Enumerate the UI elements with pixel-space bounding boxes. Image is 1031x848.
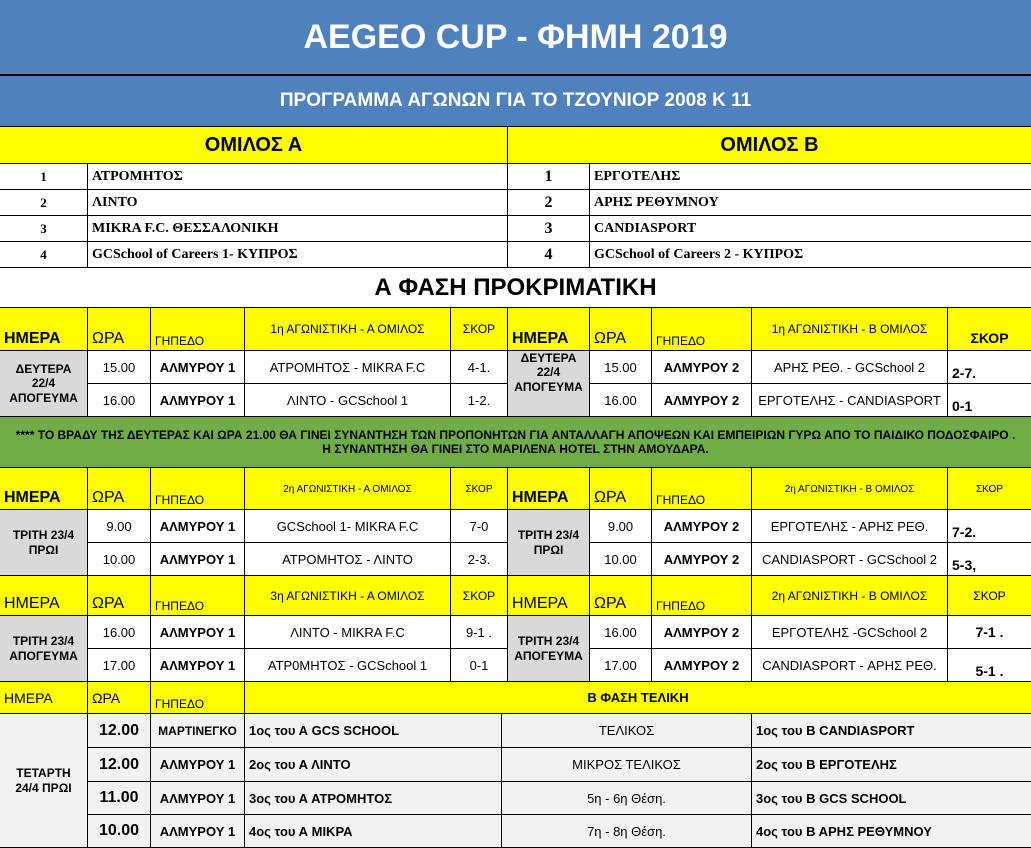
final-team-b: 2ος του Β ΕΡΓΟΤΕΛΗΣ: [752, 748, 1031, 782]
round-a-label: 1η ΑΓΩΝΙΣΤΙΚΗ - Α ΟΜΙΛΟΣ: [245, 308, 451, 351]
match-teams: ΑΤΡΟΜΗΤΟΣ - ΛΙΝΤΟ: [245, 543, 451, 576]
header-day: ΗΜΕΡΑ: [508, 468, 590, 510]
match-score: 2-7.: [948, 351, 1031, 384]
header-time: ΩΡΑ: [88, 576, 151, 616]
final-time: 12.00: [88, 714, 151, 748]
match-teams: ΛΙΝΤΟ - MIKRA F.C: [245, 616, 451, 649]
group-a-team-name: ΑΤΡΟΜΗΤΟΣ: [88, 164, 508, 190]
group-a-team-num: 4: [0, 242, 88, 268]
group-b-team-name: CANDIASPORT: [590, 216, 1031, 242]
final-field: ΜΑΡΤΙΝΕΓΚΟ: [151, 714, 245, 748]
page-subtitle: ΠΡΟΓΡΑΜΜΑ ΑΓΩΝΩΝ ΓΙΑ ΤΟ ΤΖΟΥΝΙΟΡ 2008 Κ 11: [0, 75, 1031, 127]
header-time: ΩΡΑ: [88, 308, 151, 351]
match-teams: ΑΡΗΣ ΡΕΘ. - GCSchool 2: [752, 351, 948, 384]
match-teams: ΑΤΡΟΜΗΤΟΣ - MIKRA F.C: [245, 351, 451, 384]
final-match-label: ΜΙΚΡΟΣ ΤΕΛΙΚΟΣ: [502, 748, 752, 782]
header-field: ΓΗΠΕΔΟ: [652, 308, 752, 351]
final-match-label: 7η - 8η Θέση.: [502, 815, 752, 848]
match-score: 7-0: [451, 510, 508, 543]
match-score: 5-3,: [948, 543, 1031, 576]
match-field: ΑΛΜΥΡΟΥ 2: [652, 649, 752, 682]
final-time: 12.00: [88, 748, 151, 782]
round-day: ΔΕΥΤΕΡΑ 22/4 ΑΠΟΓΕΥΜΑ: [508, 351, 590, 417]
header-time: ΩΡΑ: [88, 682, 151, 714]
group-a-team-num: 3: [0, 216, 88, 242]
match-field: ΑΛΜΥΡΟΥ 1: [151, 384, 245, 417]
match-time: 17.00: [88, 649, 151, 682]
header-day: ΗΜΕΡΑ: [0, 468, 88, 510]
group-a-team-name: MIKRA F.C. ΘΕΣΣΑΛΟΝΙΚΗ: [88, 216, 508, 242]
group-b-team-name: GCSchool of Careers 2 - ΚΥΠΡΟΣ: [590, 242, 1031, 268]
round-day: ΤΡΙΤΗ 23/4 ΠΡΩΙ: [0, 510, 88, 576]
match-score: 2-3.: [451, 543, 508, 576]
match-time: 17.00: [590, 649, 652, 682]
final-phase-title: Β ΦΑΣΗ ΤΕΛΙΚΗ: [245, 682, 1031, 714]
match-score: 0-1: [948, 384, 1031, 417]
header-time: ΩΡΑ: [88, 468, 151, 510]
round-b-label: 1η ΑΓΩΝΙΣΤΙΚΗ - Β ΟΜΙΛΟΣ: [752, 308, 948, 351]
header-score: ΣΚΟΡ: [451, 576, 508, 616]
match-field: ΑΛΜΥΡΟΥ 1: [151, 616, 245, 649]
header-field: ΓΗΠΕΔΟ: [151, 682, 245, 714]
match-field: ΑΛΜΥΡΟΥ 2: [652, 543, 752, 576]
header-field: ΓΗΠΕΔΟ: [652, 468, 752, 510]
phase-a-title: Α ΦΑΣΗ ΠΡΟΚΡΙΜΑΤΙΚΗ: [0, 268, 1031, 308]
final-field: ΑΛΜΥΡΟΥ 1: [151, 815, 245, 848]
group-b-team-num: 3: [508, 216, 590, 242]
match-field: ΑΛΜΥΡΟΥ 2: [652, 384, 752, 417]
match-field: ΑΛΜΥΡΟΥ 1: [151, 649, 245, 682]
header-time: ΩΡΑ: [590, 308, 652, 351]
header-score: ΣΚΟΡ: [948, 308, 1031, 351]
header-field: ΓΗΠΕΔΟ: [151, 468, 245, 510]
match-score: 7-2.: [948, 510, 1031, 543]
group-a-team-name: GCSchool of Careers 1- ΚΥΠΡΟΣ: [88, 242, 508, 268]
header-field: ΓΗΠΕΔΟ: [151, 576, 245, 616]
group-b-team-name: ΕΡΓΟΤΕΛΗΣ: [590, 164, 1031, 190]
match-time: 9.00: [88, 510, 151, 543]
round-day: ΔΕΥΤΕΡΑ 22/4 ΑΠΟΓΕΥΜΑ: [0, 351, 88, 417]
header-score: ΣΚΟΡ: [948, 468, 1031, 510]
round-b-label: 2η ΑΓΩΝΙΣΤΙΚΗ - Β ΟΜΙΛΟΣ: [752, 468, 948, 510]
group-b-team-num: 1: [508, 164, 590, 190]
header-score: ΣΚΟΡ: [948, 576, 1031, 616]
match-time: 16.00: [590, 616, 652, 649]
match-score: 9-1 .: [451, 616, 508, 649]
match-score: 0-1: [451, 649, 508, 682]
match-score: 7-1 .: [948, 616, 1031, 649]
match-score: 5-1 .: [948, 649, 1031, 682]
match-teams: CANDIASPORT - GCSchool 2: [752, 543, 948, 576]
match-field: ΑΛΜΥΡΟΥ 2: [652, 616, 752, 649]
match-score: 1-2.: [451, 384, 508, 417]
final-field: ΑΛΜΥΡΟΥ 1: [151, 782, 245, 815]
coaches-meeting-notice: **** ΤΟ ΒΡΑΔΥ ΤΗΣ ΔΕΥΤΕΡΑΣ ΚΑΙ ΩΡΑ 21.00 ΘΑ ΓΙΝΕΙ ΣΥΝΑΝΤΗΣΗ ΤΩΝ ΠΡΟΠΟΝΗΤΩΝ ΓΙΑ ΑΝΤΑΛΛΑΓΗ ΑΠΟΨΕΩΝ ΚΑΙ ΕΜΠΕΙΡΙΩΝ ΓΥΡΩ ΑΠΟ ΤΟ ΠΑΙΔΙΚΟ ΠΟΔΟΣΦΑΙΡΟ . Η ΣΥΝΑΝΤΗΣΗ ΘΑ ΓΙΝΕΙ ΣΤΟ ΜΑΡΙΛΕΝΑ HOTEL ΣΤΗΝ ΑΜΟΥΔΑΡΑ.: [0, 417, 1031, 468]
final-field: ΑΛΜΥΡΟΥ 1: [151, 748, 245, 782]
group-a-team-num: 2: [0, 190, 88, 216]
match-score: 4-1.: [451, 351, 508, 384]
final-team-b: 4ος του Β ΑΡΗΣ ΡΕΘΥΜΝΟΥ: [752, 815, 1031, 848]
round-day: ΤΡΙΤΗ 23/4 ΠΡΩΙ: [508, 510, 590, 576]
header-time: ΩΡΑ: [590, 576, 652, 616]
header-day: ΗΜΕΡΑ: [0, 682, 88, 714]
match-teams: CANDIASPORT - ΑΡΗΣ ΡΕΘ.: [752, 649, 948, 682]
final-match-label: ΤΕΛΙΚΟΣ: [502, 714, 752, 748]
match-time: 10.00: [590, 543, 652, 576]
round-b-label: 2η ΑΓΩΝΙΣΤΙΚΗ - Β ΟΜΙΛΟΣ: [752, 576, 948, 616]
final-day: ΤΕΤΑΡΤΗ 24/4 ΠΡΩΙ: [0, 714, 88, 848]
header-day: ΗΜΕΡΑ: [508, 308, 590, 351]
final-time: 10.00: [88, 815, 151, 848]
match-time: 16.00: [88, 616, 151, 649]
header-score: ΣΚΟΡ: [451, 308, 508, 351]
match-time: 16.00: [88, 384, 151, 417]
final-team-a: 2ος του Α ΛΙΝΤΟ: [245, 748, 502, 782]
match-field: ΑΛΜΥΡΟΥ 1: [151, 351, 245, 384]
header-score: ΣΚΟΡ: [451, 468, 508, 510]
match-teams: GCSchool 1- MIKRA F.C: [245, 510, 451, 543]
header-day: ΗΜΕΡΑ: [508, 576, 590, 616]
match-field: ΑΛΜΥΡΟΥ 1: [151, 510, 245, 543]
match-time: 16.00: [590, 384, 652, 417]
header-field: ΓΗΠΕΔΟ: [652, 576, 752, 616]
match-time: 10.00: [88, 543, 151, 576]
final-team-a: 4ος του Α ΜΙΚΡΑ: [245, 815, 502, 848]
header-day: ΗΜΕΡΑ: [0, 576, 88, 616]
group-a-team-num: 1: [0, 164, 88, 190]
round-day: ΤΡΙΤΗ 23/4 ΑΠΟΓΕΥΜΑ: [508, 616, 590, 682]
header-day: ΗΜΕΡΑ: [0, 308, 88, 351]
final-team-b: 1ος του Β CANDIASPORT: [752, 714, 1031, 748]
match-teams: ΕΡΓΟΤΕΛΗΣ -GCSchool 2: [752, 616, 948, 649]
final-team-a: 3ος του Α ΑΤΡΟΜΗΤΟΣ: [245, 782, 502, 815]
match-field: ΑΛΜΥΡΟΥ 2: [652, 510, 752, 543]
match-time: 15.00: [590, 351, 652, 384]
match-teams: ΛΙΝΤΟ - GCSchool 1: [245, 384, 451, 417]
round-day: ΤΡΙΤΗ 23/4 ΑΠΟΓΕΥΜΑ: [0, 616, 88, 682]
group-a-team-name: ΛΙΝΤΟ: [88, 190, 508, 216]
match-field: ΑΛΜΥΡΟΥ 1: [151, 543, 245, 576]
match-teams: ΕΡΓΟΤΕΛΗΣ - ΑΡΗΣ ΡΕΘ.: [752, 510, 948, 543]
round-a-label: 3η ΑΓΩΝΙΣΤΙΚΗ - Α ΟΜΙΛΟΣ: [245, 576, 451, 616]
header-time: ΩΡΑ: [590, 468, 652, 510]
group-a-title: ΟΜΙΛΟΣ Α: [0, 127, 508, 164]
final-team-a: 1ος του Α GCS SCHOOL: [245, 714, 502, 748]
header-field: ΓΗΠΕΔΟ: [151, 308, 245, 351]
page-title: AEGEO CUP - ΦΗΜΗ 2019: [0, 0, 1031, 75]
final-time: 11.00: [88, 782, 151, 815]
final-match-label: 5η - 6η Θέση.: [502, 782, 752, 815]
match-teams: ΕΡΓΟΤΕΛΗΣ - CANDIASPORT: [752, 384, 948, 417]
match-teams: ΑΤΡ0ΜΗΤΟΣ - GCSchool 1: [245, 649, 451, 682]
group-b-title: ΟΜΙΛΟΣ Β: [508, 127, 1031, 164]
final-team-b: 3ος του Β GCS SCHOOL: [752, 782, 1031, 815]
group-b-team-name: ΑΡΗΣ ΡΕΘΥΜΝΟΥ: [590, 190, 1031, 216]
match-time: 15.00: [88, 351, 151, 384]
match-time: 9.00: [590, 510, 652, 543]
round-a-label: 2η ΑΓΩΝΙΣΤΙΚΗ - Α ΟΜΙΛΟΣ: [245, 468, 451, 510]
group-b-team-num: 4: [508, 242, 590, 268]
match-field: ΑΛΜΥΡΟΥ 2: [652, 351, 752, 384]
group-b-team-num: 2: [508, 190, 590, 216]
